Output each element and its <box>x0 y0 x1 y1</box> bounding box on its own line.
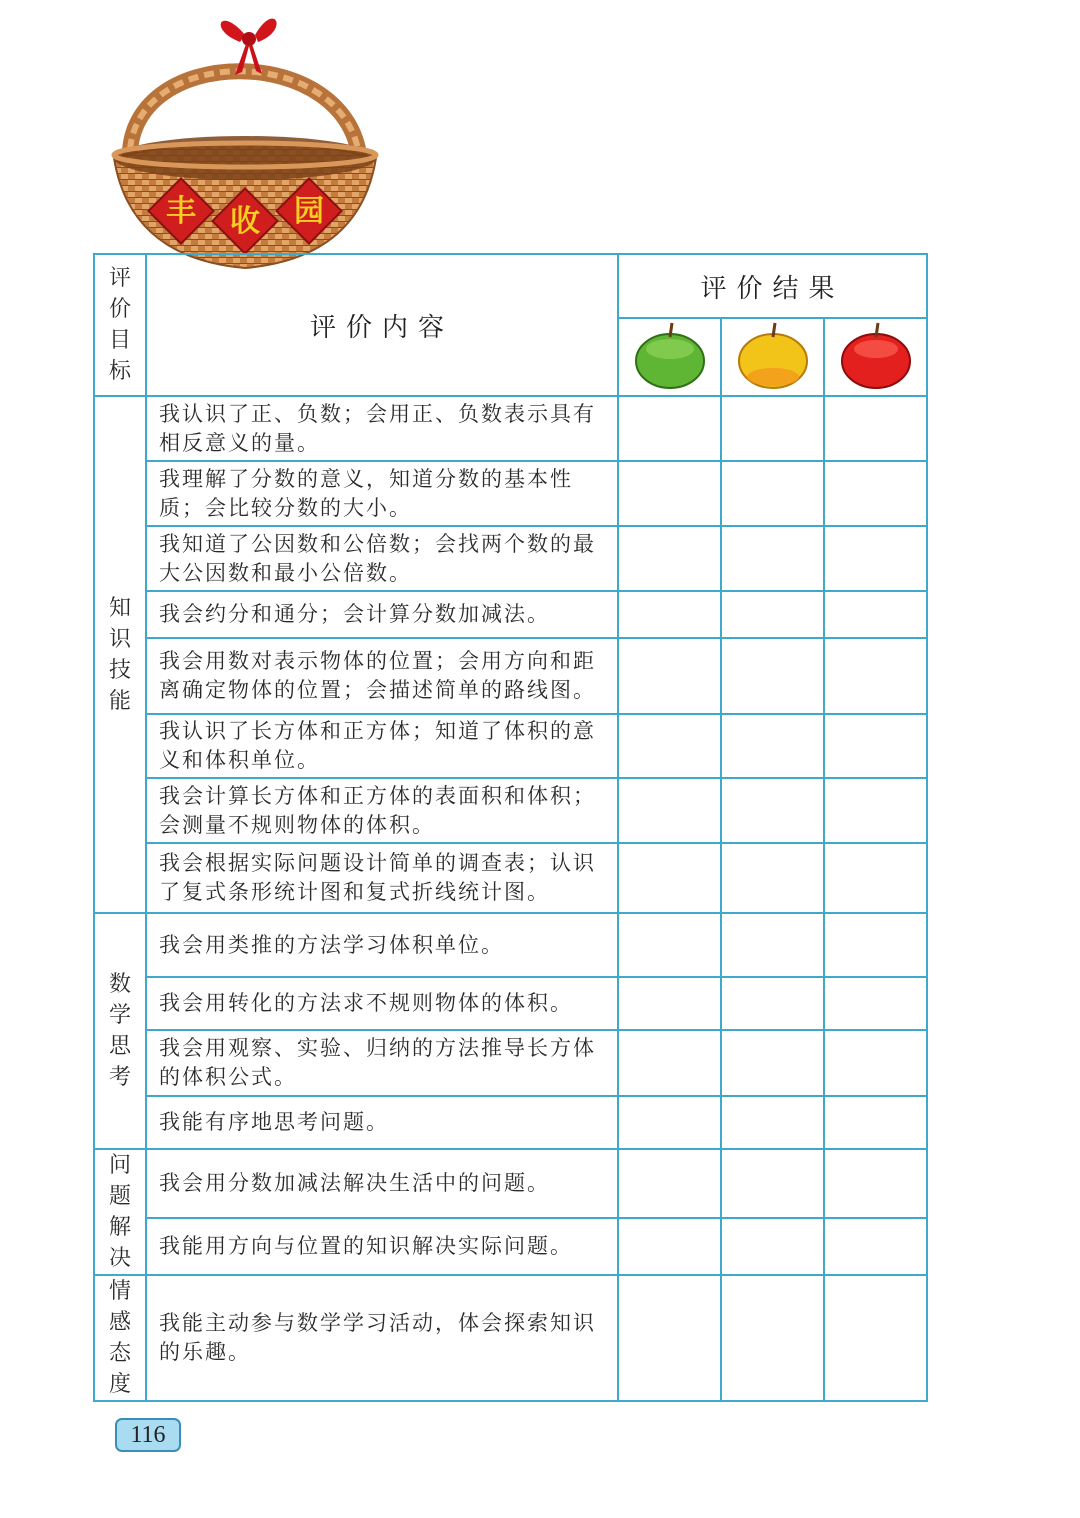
yellow-result-cell[interactable] <box>721 1275 824 1401</box>
yellow-result-cell[interactable] <box>721 1030 824 1096</box>
green-result-cell[interactable] <box>618 714 721 778</box>
eval-item: 我认识了正、负数；会用正、负数表示具有相反意义的量。 <box>146 396 618 461</box>
red-result-cell[interactable] <box>824 1096 927 1149</box>
eval-item: 我会用类推的方法学习体积单位。 <box>146 913 618 977</box>
green-result-cell[interactable] <box>618 1275 721 1401</box>
goal-problem-solving: 问题解决 <box>94 1149 146 1275</box>
green-result-cell[interactable] <box>618 778 721 843</box>
goal-math-thinking: 数学思考 <box>94 913 146 1149</box>
green-result-cell[interactable] <box>618 396 721 461</box>
red-result-cell[interactable] <box>824 1275 927 1401</box>
yellow-result-cell[interactable] <box>721 638 824 714</box>
eval-item: 我会用数对表示物体的位置；会用方向和距离确定物体的位置；会描述简单的路线图。 <box>146 638 618 714</box>
green-result-cell[interactable] <box>618 843 721 913</box>
eval-item: 我会计算长方体和正方体的表面积和体积；会测量不规则物体的体积。 <box>146 778 618 843</box>
red-result-cell[interactable] <box>824 1030 927 1096</box>
green-result-cell[interactable] <box>618 1218 721 1275</box>
eval-item: 我能用方向与位置的知识解决实际问题。 <box>146 1218 618 1275</box>
yellow-result-cell[interactable] <box>721 591 824 638</box>
eval-item: 我知道了公因数和公倍数；会找两个数的最大公因数和最小公倍数。 <box>146 526 618 591</box>
green-result-cell[interactable] <box>618 1149 721 1218</box>
green-apple-icon <box>634 319 706 391</box>
red-result-cell[interactable] <box>824 977 927 1030</box>
green-result-cell[interactable] <box>618 526 721 591</box>
green-result-cell[interactable] <box>618 913 721 977</box>
content-column-header: 评价内容 <box>146 254 618 396</box>
red-result-cell[interactable] <box>824 778 927 843</box>
green-result-cell[interactable] <box>618 638 721 714</box>
green-result-cell[interactable] <box>618 977 721 1030</box>
yellow-result-cell[interactable] <box>721 396 824 461</box>
eval-item: 我会根据实际问题设计简单的调查表；认识了复式条形统计图和复式折线统计图。 <box>146 843 618 913</box>
eval-item: 我会用观察、实验、归纳的方法推导长方体的体积公式。 <box>146 1030 618 1096</box>
banner-char-3: 园 <box>294 194 324 229</box>
eval-item: 我能主动参与数学学习活动，体会探索知识的乐趣。 <box>146 1275 618 1401</box>
yellow-result-cell[interactable] <box>721 714 824 778</box>
red-result-cell[interactable] <box>824 396 927 461</box>
yellow-apple-icon <box>737 319 809 391</box>
red-result-cell[interactable] <box>824 526 927 591</box>
yellow-result-cell[interactable] <box>721 461 824 526</box>
page-number: 116 <box>115 1418 181 1452</box>
result-column-header: 评价结果 <box>618 254 927 318</box>
red-result-cell[interactable] <box>824 714 927 778</box>
evaluation-table <box>93 253 928 1402</box>
yellow-result-cell[interactable] <box>721 1218 824 1275</box>
yellow-apple-header <box>721 318 824 396</box>
red-apple-header <box>824 318 927 396</box>
yellow-result-cell[interactable] <box>721 526 824 591</box>
red-result-cell[interactable] <box>824 1149 927 1218</box>
green-apple-header <box>618 318 721 396</box>
basket-illustration <box>100 0 390 275</box>
red-result-cell[interactable] <box>824 913 927 977</box>
eval-item: 我会用转化的方法求不规则物体的体积。 <box>146 977 618 1030</box>
yellow-result-cell[interactable] <box>721 913 824 977</box>
red-apple-icon <box>840 319 912 391</box>
green-result-cell[interactable] <box>618 461 721 526</box>
goal-knowledge-skills: 知识技能 <box>94 396 146 913</box>
eval-item: 我能有序地思考问题。 <box>146 1096 618 1149</box>
red-result-cell[interactable] <box>824 461 927 526</box>
green-result-cell[interactable] <box>618 1096 721 1149</box>
yellow-result-cell[interactable] <box>721 1096 824 1149</box>
green-result-cell[interactable] <box>618 591 721 638</box>
eval-item: 我会用分数加减法解决生活中的问题。 <box>146 1149 618 1218</box>
yellow-result-cell[interactable] <box>721 1149 824 1218</box>
yellow-result-cell[interactable] <box>721 778 824 843</box>
eval-item: 我认识了长方体和正方体；知道了体积的意义和体积单位。 <box>146 714 618 778</box>
banner-char-1: 丰 <box>166 194 196 229</box>
eval-item: 我理解了分数的意义，知道分数的基本性质；会比较分数的大小。 <box>146 461 618 526</box>
yellow-result-cell[interactable] <box>721 977 824 1030</box>
red-result-cell[interactable] <box>824 591 927 638</box>
banner-char-2: 收 <box>230 204 260 239</box>
red-result-cell[interactable] <box>824 638 927 714</box>
goal-emotional-attitude: 情感态度 <box>94 1275 146 1401</box>
green-result-cell[interactable] <box>618 1030 721 1096</box>
red-result-cell[interactable] <box>824 843 927 913</box>
red-result-cell[interactable] <box>824 1218 927 1275</box>
yellow-result-cell[interactable] <box>721 843 824 913</box>
goal-column-header: 评价目标 <box>94 254 146 396</box>
eval-item: 我会约分和通分；会计算分数加减法。 <box>146 591 618 638</box>
